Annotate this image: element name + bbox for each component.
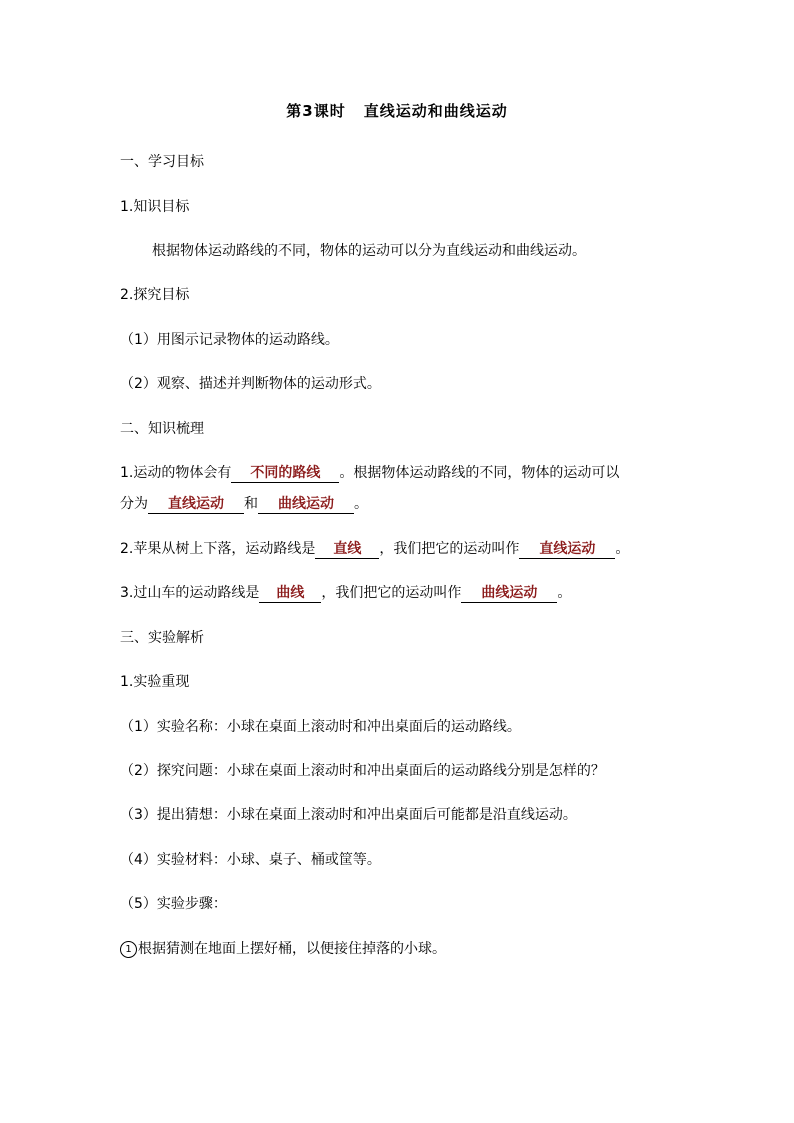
experiment-heading: 1.实验重现 xyxy=(120,674,190,690)
explore-goal-heading: 2.探究目标 xyxy=(120,287,190,303)
page-title xyxy=(0,100,794,121)
experiment-item: （5）实验步骤： xyxy=(120,896,227,912)
experiment-item: （4）实验材料：小球、桌子、桶或筐等。 xyxy=(120,852,381,868)
question-2: 2.苹果从树上下落，运动路线是 直线 ，我们把它的运动叫作 直线运动 。 xyxy=(120,541,630,557)
section-3-heading: 三、实验解析 xyxy=(120,630,204,646)
answer-blank: 直线运动 xyxy=(519,540,615,559)
answer-blank: 不同的路线 xyxy=(231,464,339,483)
knowledge-goal-text: 根据物体运动路线的不同，物体的运动可以分为直线运动和曲线运动。 xyxy=(152,243,586,259)
answer-blank: 直线 xyxy=(315,540,379,559)
section-2-heading: 二、知识梳理 xyxy=(120,421,204,437)
explore-item: （2）观察、描述并判断物体的运动形式。 xyxy=(120,376,381,392)
question-1-line-1: 1.运动的物体会有 不同的路线 。根据物体运动路线的不同，物体的运动可以 xyxy=(120,465,620,481)
section-1-heading: 一、学习目标 xyxy=(120,154,204,170)
answer-blank: 直线运动 xyxy=(148,495,244,514)
lesson-number: 第3课时 xyxy=(286,102,346,120)
experiment-item: （1）实验名称：小球在桌面上滚动时和冲出桌面后的运动路线。 xyxy=(120,719,521,735)
experiment-item: （3）提出猜想：小球在桌面上滚动时和冲出桌面后可能都是沿直线运动。 xyxy=(120,807,577,823)
answer-blank: 曲线运动 xyxy=(461,584,557,603)
answer-blank: 曲线运动 xyxy=(258,495,354,514)
question-3: 3.过山车的运动路线是 曲线 ，我们把它的运动叫作 曲线运动 。 xyxy=(120,585,572,601)
lesson-title: 直线运动和曲线运动 xyxy=(363,102,508,120)
experiment-step-1: 1 根据猜测在地面上摆好桶，以便接住掉落的小球。 xyxy=(120,939,446,959)
explore-item: （1）用图示记录物体的运动路线。 xyxy=(120,332,339,348)
answer-blank: 曲线 xyxy=(259,584,321,603)
circled-number: 1 xyxy=(120,941,137,958)
experiment-item: （2）探究问题：小球在桌面上滚动时和冲出桌面后的运动路线分别是怎样的？ xyxy=(120,763,605,779)
question-1-line-2: 分为 直线运动 和 曲线运动 。 xyxy=(120,496,368,512)
knowledge-goal-heading: 1.知识目标 xyxy=(120,199,190,215)
